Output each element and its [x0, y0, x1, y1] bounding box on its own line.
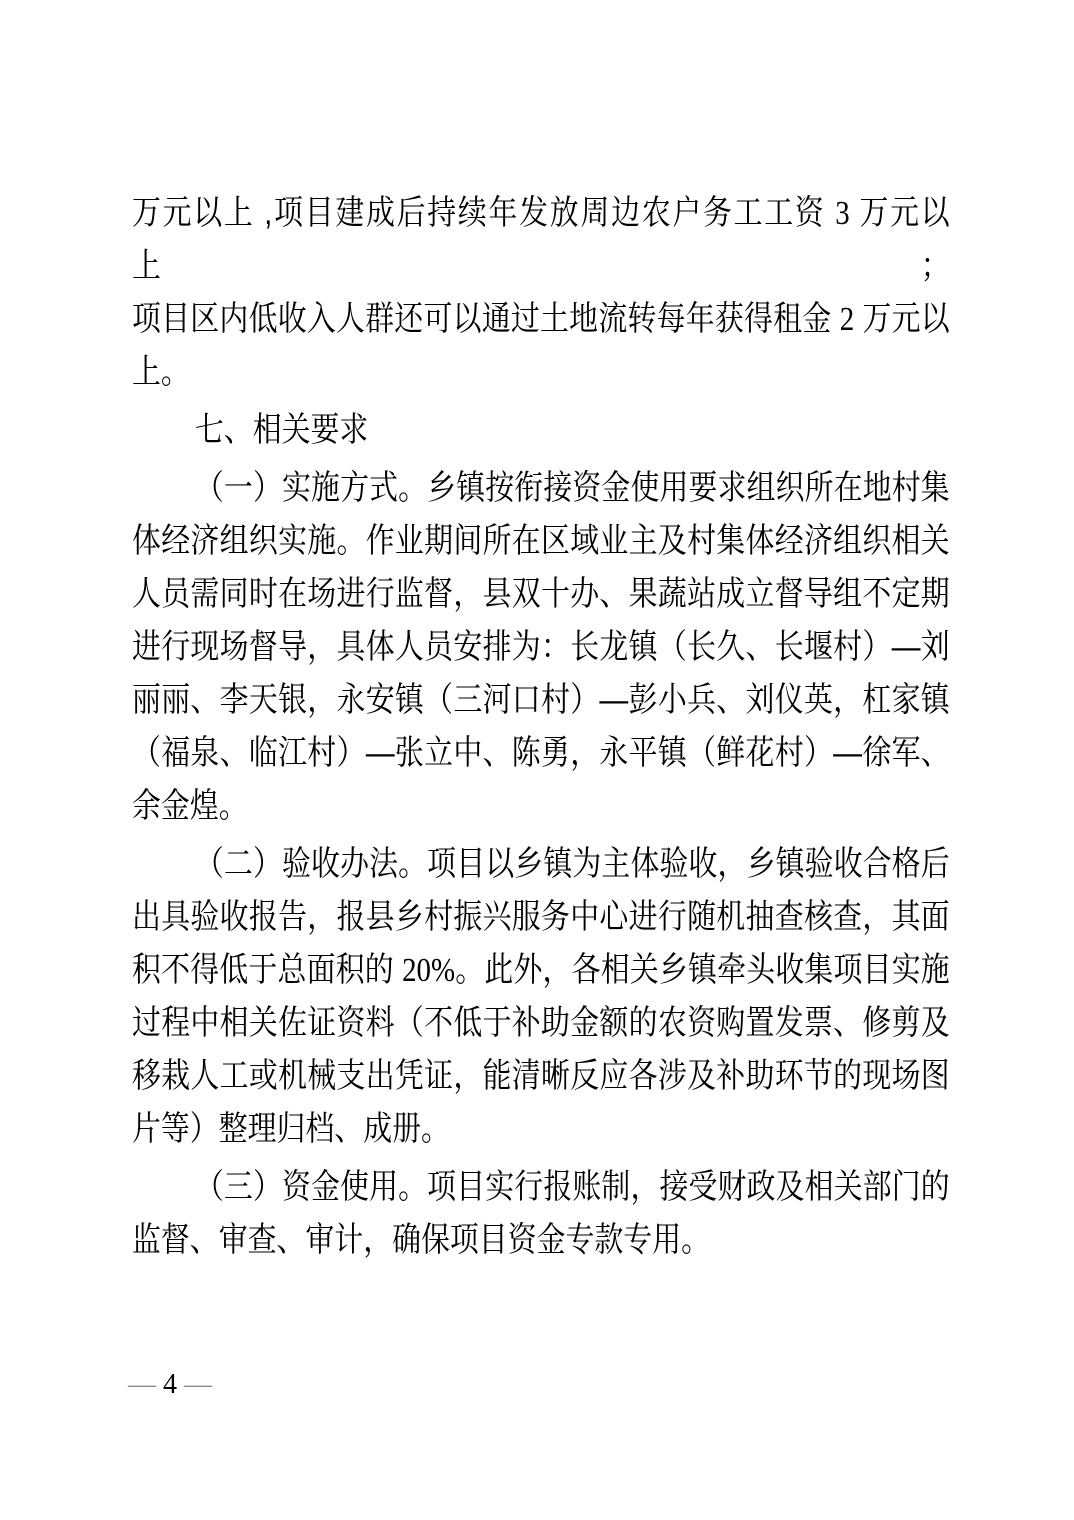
page-footer — [128, 1368, 212, 1402]
text-line: 余金煌。 — [132, 787, 248, 825]
text-line: 移栽人工或机械支出凭证，能清晰反应各涉及补助环节的现场图 — [132, 1057, 950, 1095]
text-line: 积不得低于总面积的 20%。此外，各相关乡镇牵头收集项目实施 — [132, 951, 950, 989]
footer-dash-right: — — [184, 1369, 212, 1400]
paragraph-acceptance-method — [132, 838, 950, 1156]
paragraph-continuation — [132, 187, 950, 399]
text-line: 进行现场督导，具体人员安排为：长龙镇（长久、长堰村）—刘 — [132, 628, 950, 666]
text-line: 出具验收报告，报县乡村振兴服务中心进行随机抽查核查，其面 — [132, 898, 950, 936]
paragraph-implementation-method — [132, 462, 950, 833]
text-line: 监督、审查、审计，确保项目资金专款专用。 — [132, 1221, 710, 1259]
document-body — [132, 187, 950, 1267]
text-line: 体经济组织实施。作业期间所在区域业主及村集体经济组织相关 — [132, 522, 950, 560]
numeric-text: 3 — [835, 195, 850, 232]
footer-dash-left: — — [128, 1369, 156, 1400]
text-line: 丽丽、李天银，永安镇（三河口村）—彭小兵、刘仪英，杠家镇 — [132, 681, 950, 719]
section-heading-related-requirements — [132, 404, 950, 457]
text-line: 万元以上 ,项目建成后持续年发放周边农户务工工资 3 万元以上； — [132, 194, 950, 285]
text-line: 上。 — [132, 353, 190, 391]
text-line: （一）实施方式。乡镇按衔接资金使用要求组织所在地村集 — [194, 469, 950, 507]
text-line: 过程中相关佐证资料（不低于补助金额的农资购置发票、修剪及 — [132, 1004, 950, 1042]
text-line: 片等）整理归档、成册。 — [132, 1110, 450, 1148]
numeric-text: 20% — [402, 952, 456, 989]
text-line: 人员需同时在场进行监督，县双十办、果蔬站成立督导组不定期 — [132, 575, 950, 613]
text-line: （福泉、临江村）—张立中、陈勇，永平镇（鲜花村）—徐军、 — [132, 734, 950, 772]
text-line: （二）验收办法。项目以乡镇为主体验收，乡镇验收合格后 — [194, 845, 950, 883]
text-line: （三）资金使用。项目实行报账制，接受财政及相关部门的 — [194, 1168, 950, 1206]
page-number: 4 — [163, 1369, 177, 1400]
text-line: 七、相关要求 — [194, 411, 369, 449]
numeric-text: 2 — [839, 301, 855, 338]
text-line: 项目区内低收入人群还可以通过土地流转每年获得租金 2 万元以 — [132, 300, 950, 338]
paragraph-fund-usage — [132, 1161, 950, 1267]
